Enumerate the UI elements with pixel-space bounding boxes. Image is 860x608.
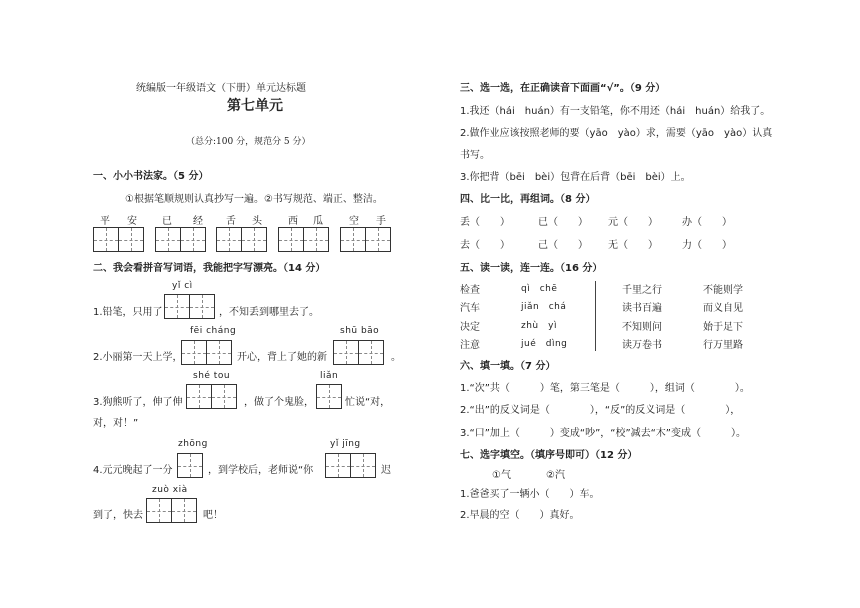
writing-grid[interactable] (333, 340, 384, 365)
match-pinyin[interactable]: jué dìng (521, 339, 568, 349)
char-label: 已 (162, 216, 172, 227)
pinyin: yǐ cì (172, 281, 193, 291)
writing-grid[interactable] (177, 453, 203, 478)
question-text: 4.元元晚起了一分 (93, 465, 173, 476)
match-word[interactable]: 注意 (460, 340, 480, 351)
char-label: 瓜 (313, 216, 323, 227)
pinyin: zhōng (178, 439, 208, 449)
match-word[interactable]: 决定 (460, 322, 480, 333)
writing-grid[interactable] (164, 294, 215, 319)
question-text: 3.“口”加上（ ）变成“吵”，“校”减去“木”变成（ ）。 (460, 428, 746, 439)
word-blank[interactable]: 办（ ） (682, 217, 732, 228)
writing-grid[interactable] (216, 227, 267, 252)
question-text: 2.早晨的空（ ）真好。 (460, 510, 580, 521)
question-text: 2.小丽第一天上学， (93, 352, 183, 363)
char-label: 安 (127, 216, 137, 227)
match-phrase[interactable]: 读万卷书 (622, 340, 662, 351)
char-label: 手 (376, 216, 386, 227)
question-text: 忙说“对， (345, 397, 391, 408)
pinyin: fēi cháng (190, 326, 237, 336)
writing-grid[interactable] (278, 227, 329, 252)
match-pinyin[interactable]: qì chē (521, 284, 558, 294)
section3-heading: 三、选一选，在正确读音下面画“√”。（9 分） (460, 83, 666, 94)
word-blank[interactable]: 己（ ） (538, 240, 588, 251)
section6-heading: 六、填一填。（7 分） (460, 361, 556, 372)
word-blank[interactable]: 已（ ） (538, 217, 588, 228)
question-text: 1.“次”共（ ）笔，第三笔是（ ），组词（ ）。 (460, 383, 750, 394)
question-text: 2.“出”的反义词是（ ），“反”的反义词是（ ）， (460, 405, 741, 416)
writing-grid[interactable] (325, 453, 376, 478)
word-blank[interactable]: 去（ ） (460, 240, 510, 251)
match-word[interactable]: 汽车 (460, 303, 480, 314)
question-text: 2.做作业应该按照老师的要（yāo yào）求，需要（yāo yào）认真 (460, 128, 773, 139)
char-label: 头 (252, 216, 262, 227)
section2-heading: 二、我会看拼音写词语，我能把字写漂亮。（14 分） (93, 263, 326, 274)
section7-heading: 七、选字填空。（填序号即可）（12 分） (460, 450, 638, 461)
char-label: 空 (349, 216, 359, 227)
match-phrase[interactable]: 不知则问 (622, 322, 662, 333)
section1-heading: 一、小小书法家。（5 分） (93, 171, 209, 182)
writing-grid[interactable] (146, 498, 197, 523)
match-pinyin[interactable]: zhù yì (521, 321, 557, 331)
pinyin: zuò xià (152, 485, 188, 495)
option-label: ②汽 (546, 470, 565, 481)
match-phrase[interactable]: 千里之行 (622, 285, 662, 296)
word-blank[interactable]: 力（ ） (682, 240, 732, 251)
pinyin: yǐ jīng (330, 439, 361, 449)
score-note: （总分:100 分，规范分 5 分） (186, 137, 311, 147)
match-pinyin[interactable]: jiǎn chá (521, 302, 567, 312)
char-label: 舌 (226, 216, 236, 227)
question-text: ，到学校后，老师说“你 (208, 465, 314, 476)
word-blank[interactable]: 丢（ ） (460, 217, 510, 228)
char-label: 西 (288, 216, 298, 227)
match-phrase[interactable]: 始于足下 (703, 322, 743, 333)
section5-heading: 五、读一读，连一连。（16 分） (460, 263, 603, 274)
writing-grid[interactable] (181, 340, 232, 365)
question-text: 3.狗熊听了，伸了伸 (93, 397, 183, 408)
question-text: 。 (391, 352, 401, 363)
pinyin: liǎn (320, 371, 339, 381)
question-text: 吧！ (203, 510, 223, 521)
question-text: 1.铅笔，只用了 (93, 307, 163, 318)
match-phrase[interactable]: 读书百遍 (622, 303, 662, 314)
question-text: 开心，背上了她的新 (237, 352, 327, 363)
word-blank[interactable]: 无（ ） (608, 240, 658, 251)
question-text: 迟 (381, 465, 391, 476)
question-text: ，做了个鬼脸， (244, 397, 314, 408)
writing-grid[interactable] (340, 227, 391, 252)
char-label: 平 (100, 216, 110, 227)
question-text: 1.我还（hái huán）有一支铅笔，你不用还（hái huán）给我了。 (460, 106, 771, 117)
word-blank[interactable]: 元（ ） (608, 217, 658, 228)
divider-line (595, 281, 596, 351)
pinyin: shū bāo (340, 326, 380, 336)
option-label: ①气 (492, 470, 511, 481)
question-text: 书写。 (460, 150, 490, 161)
match-phrase[interactable]: 行万里路 (703, 340, 743, 351)
char-label: 经 (193, 216, 203, 227)
writing-grid[interactable] (186, 384, 237, 409)
question-text: 3.你把背（bēi bèi）包背在后背（bēi bèi）上。 (460, 172, 691, 183)
writing-grid[interactable] (316, 384, 342, 409)
writing-grid[interactable] (93, 227, 144, 252)
pinyin: shé tou (193, 371, 231, 381)
question-text: ，不知丢到哪里去了。 (219, 307, 319, 318)
question-text: 到了，快去 (93, 510, 143, 521)
section4-heading: 四、比一比，再组词。（8 分） (460, 194, 596, 205)
writing-grid[interactable] (155, 227, 206, 252)
doc-title: 统编版一年级语文（下册）单元达标题 (136, 83, 306, 94)
question-text: 对，对！” (93, 418, 139, 429)
match-phrase[interactable]: 而义自见 (703, 303, 743, 314)
unit-title: 第七单元 (227, 98, 283, 114)
match-word[interactable]: 检查 (460, 285, 480, 296)
section1-instruction: ①根据笔顺规则认真抄写一遍。②书写规范、端正、整洁。 (125, 194, 383, 205)
match-phrase[interactable]: 不能则学 (703, 285, 743, 296)
question-text: 1.爸爸买了一辆小（ ）车。 (460, 489, 600, 500)
